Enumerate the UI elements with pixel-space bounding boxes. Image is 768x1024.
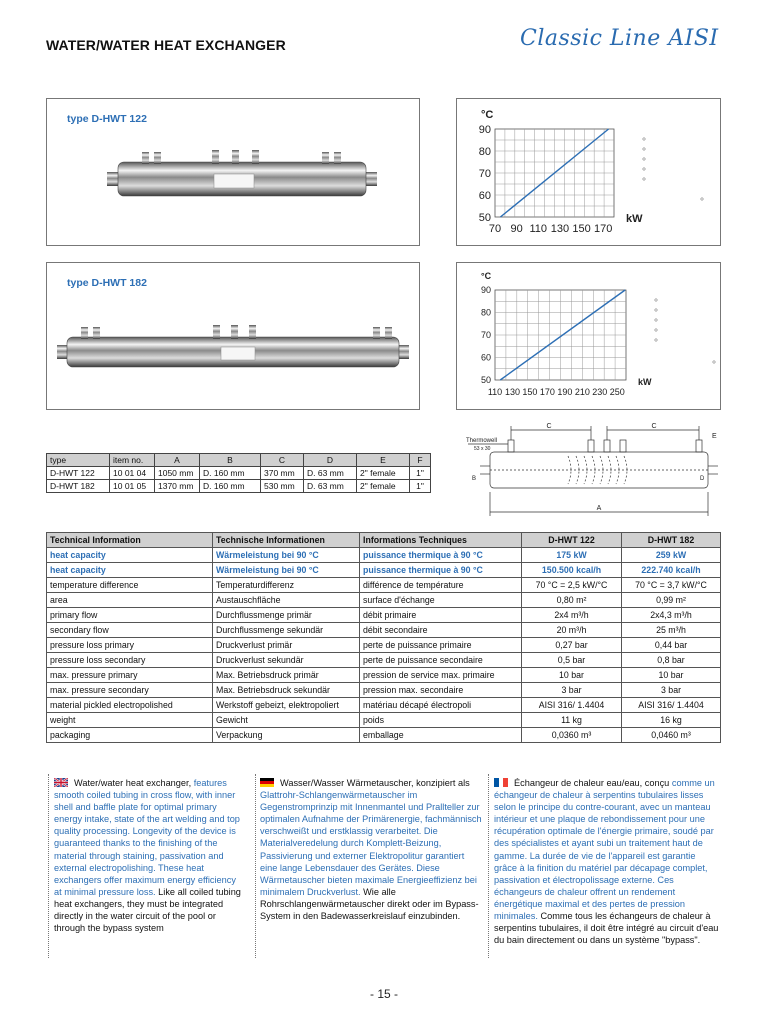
table-cell: AISI 316/ 1.4404 [622, 698, 721, 713]
column-header: type [47, 454, 110, 467]
table-row [47, 653, 721, 668]
table-cell: Durchflussmenge sekundär [213, 623, 360, 638]
table-cell: 10 bar [522, 668, 622, 683]
y-tick-label: 90 [478, 123, 491, 136]
column-header: F [410, 454, 431, 467]
column-header: E [357, 454, 410, 467]
table-cell: 10 bar [622, 668, 721, 683]
y-tick-label: 50 [478, 211, 491, 224]
table-cell: primary flow [47, 608, 213, 623]
table-cell: 0,99 m² [622, 593, 721, 608]
legend-dot [655, 309, 657, 311]
table-cell: Gewicht [213, 713, 360, 728]
product-box-182 [46, 262, 420, 410]
dimensions-table [46, 453, 431, 493]
table-cell: D. 160 mm [200, 467, 261, 480]
column-header: D-HWT 182 [622, 533, 721, 548]
table-cell: puissance thermique à 90 °C [360, 548, 522, 563]
table-cell: max. pressure secondary [47, 683, 213, 698]
table-row [47, 668, 721, 683]
table-cell: 0,0460 m³ [622, 728, 721, 743]
table-cell: 2" female [357, 480, 410, 493]
table-cell: 0,80 m² [522, 593, 622, 608]
table-row [47, 548, 721, 563]
performance-chart [457, 263, 720, 409]
table-cell: 3 bar [522, 683, 622, 698]
description-english [54, 777, 246, 934]
table-cell: 25 m³/h [622, 623, 721, 638]
table-cell: 70 °C = 3,7 kW/°C [622, 578, 721, 593]
table-cell: Max. Betriebsdruck primär [213, 668, 360, 683]
table-cell: matériau décapé électropoli [360, 698, 522, 713]
x-tick-label: 210 [574, 387, 590, 397]
table-cell: Durchflussmenge primär [213, 608, 360, 623]
table-row [47, 683, 721, 698]
table-cell: Werkstoff gebeizt, elektropoliert [213, 698, 360, 713]
table-row [47, 578, 721, 593]
y-tick-label: 60 [478, 189, 491, 202]
description-text: Comme tous les échangeurs de chaleur à serpentins tubulaires, il doit être intégré au circuit d'eau du bain directement ou dans un système "bypass". [494, 911, 719, 946]
legend-dot [655, 319, 657, 321]
table-row [47, 728, 721, 743]
table-cell: pression de service max. primaire [360, 668, 522, 683]
column-header: D-HWT 122 [522, 533, 622, 548]
dimension-label-b: B [472, 476, 477, 482]
table-cell: surface d'échange [360, 593, 522, 608]
x-tick-label: 70 [488, 223, 502, 235]
table-cell: 11 kg [522, 713, 622, 728]
table-row [47, 563, 721, 578]
y-tick-label: 60 [480, 352, 491, 363]
table-cell: Max. Betriebsdruck sekundär [213, 683, 360, 698]
table-cell: 175 kW [522, 548, 622, 563]
page-title: WATER/WATER HEAT EXCHANGER [46, 37, 286, 53]
column-header: C [261, 454, 304, 467]
dimension-label-d: D [700, 476, 705, 482]
y-tick-label: 80 [478, 145, 491, 158]
table-cell: 1050 mm [155, 467, 200, 480]
table-cell: area [47, 593, 213, 608]
product-label: type D-HWT 122 [67, 113, 147, 125]
column-header: Technical Information [47, 533, 213, 548]
table-cell: débit primaire [360, 608, 522, 623]
table-cell: 3 bar [622, 683, 721, 698]
table-cell: Verpackung [213, 728, 360, 743]
x-tick-label: 110 [529, 223, 548, 235]
table-cell: 16 kg [622, 713, 721, 728]
column-divider [488, 774, 489, 958]
y-tick-label: 70 [478, 167, 491, 180]
page-number: - 15 - [369, 987, 398, 1001]
uk-flag-icon [54, 778, 68, 787]
description-text: comme un échangeur de chaleur à serpentins tubulaires lisses selon le principe du contre-courant, avec un manteau intérieur et une plaque de rebondissement pour une récupération optimale de l'énergie primaire, soudé par des spécialistes et ayant subi un traitement haut de gamme. La durée de vie de l'appareil est garantie grâce à la finition du matériel par décapage complet, passivation et électropolissage externe. Ces échangeurs de chaleur offrent un rendement énergétique maximal et des pertes de pression minimales. [494, 778, 715, 922]
y-unit-label: °C [481, 109, 494, 121]
y-tick-label: 50 [480, 375, 491, 386]
dimension-label-c: C [546, 423, 552, 430]
table-cell: 2x4 m³/h [522, 608, 622, 623]
x-tick-label: 130 [550, 223, 570, 235]
table-cell: débit secondaire [360, 623, 522, 638]
chart-box-122 [456, 98, 721, 246]
x-tick-label: 190 [557, 387, 573, 397]
x-unit-label: kW [626, 213, 643, 225]
table-cell: Wärmeleistung bei 90 °C [213, 548, 360, 563]
table-row [47, 698, 721, 713]
description-german [260, 777, 482, 922]
column-header: A [155, 454, 200, 467]
table-cell: 370 mm [261, 467, 304, 480]
table-cell: Austauschfläche [213, 593, 360, 608]
table-cell: 2x4,3 m³/h [622, 608, 721, 623]
table-cell: 150.500 kcal/h [522, 563, 622, 578]
x-tick-label: 170 [594, 223, 613, 235]
table-cell: 259 kW [622, 548, 721, 563]
table-cell: pressure loss primary [47, 638, 213, 653]
table-cell: D-HWT 122 [47, 467, 110, 480]
table-cell: 1370 mm [155, 480, 200, 493]
description-text: Échangeur de chaleur eau/eau, conçu [514, 778, 670, 788]
legend-dot [643, 158, 645, 160]
table-row [47, 480, 431, 493]
x-tick-label: 150 [572, 223, 591, 235]
table-cell: D. 63 mm [304, 480, 357, 493]
table-cell: Druckverlust primär [213, 638, 360, 653]
table-cell: heat capacity [47, 548, 213, 563]
y-tick-label: 90 [480, 285, 491, 296]
legend-dot [643, 178, 645, 180]
table-cell: AISI 316/ 1.4404 [522, 698, 622, 713]
table-cell: Druckverlust sekundär [213, 653, 360, 668]
table-row [47, 608, 721, 623]
chart-box-182 [456, 262, 721, 410]
legend-dot [643, 148, 645, 150]
column-divider [48, 774, 49, 958]
table-cell: poids [360, 713, 522, 728]
heat-exchanger-image [55, 321, 411, 377]
x-tick-label: 170 [539, 387, 555, 397]
table-cell: puissance thermique à 90 °C [360, 563, 522, 578]
x-tick-label: 150 [522, 387, 538, 397]
x-tick-label: 230 [592, 387, 608, 397]
brand-logo: Classic Line AISI [520, 26, 719, 51]
legend-dot [643, 138, 645, 140]
y-unit-label: °C [481, 271, 492, 281]
table-cell: temperature difference [47, 578, 213, 593]
table-cell: 2" female [357, 467, 410, 480]
product-box-122 [46, 98, 420, 246]
table-cell: 10 01 05 [110, 480, 155, 493]
table-cell: 0,5 bar [522, 653, 622, 668]
x-tick-label: 250 [609, 387, 625, 397]
y-tick-label: 70 [480, 330, 491, 341]
table-cell: emballage [360, 728, 522, 743]
table-cell: 1" [410, 480, 431, 493]
table-cell: heat capacity [47, 563, 213, 578]
table-cell: 0,44 bar [622, 638, 721, 653]
table-cell: secondary flow [47, 623, 213, 638]
table-cell: pression max. secondaire [360, 683, 522, 698]
dimension-label-a: A [596, 505, 602, 512]
table-cell: max. pressure primary [47, 668, 213, 683]
description-text: Wie alle Rohrschlangenwärmetauscher direkt oder im Bypass-System in den Badewasserkreislauf einzubinden. [260, 886, 479, 922]
table-cell: packaging [47, 728, 213, 743]
table-cell: 20 m³/h [522, 623, 622, 638]
legend-dot [701, 198, 703, 200]
legend-dot [643, 168, 645, 170]
table-header-row [47, 533, 721, 548]
table-cell: différence de température [360, 578, 522, 593]
table-row [47, 593, 721, 608]
table-cell: Temperaturdifferenz [213, 578, 360, 593]
thermowell-label: Thermowell [466, 438, 498, 444]
table-cell: pressure loss secondary [47, 653, 213, 668]
table-cell: 222.740 kcal/h [622, 563, 721, 578]
description-text: Glattrohr-Schlangenwärmetauscher im Gegenstromprinzip mit Innenmantel und Prallteller zur optimalen Aufnahme der Primärenergie, fachmännisch verschweißt und erstklassig verarbeitet. Die Materialveredelung durch Komplett-Beizung, Passivierung und externer Elektropolitur garantiert eine lange Lebensdauer des Gerätes. Diese Wärmetauscher bieten maximale Energieeffizienz bei minimalem Druckverlust. [260, 790, 482, 897]
technical-spec-table [46, 532, 721, 743]
table-cell: perte de puissance secondaire [360, 653, 522, 668]
column-header: Technische Informationen [213, 533, 360, 548]
german-flag-icon [260, 778, 274, 787]
description-text: Water/water heat exchanger, [74, 778, 192, 788]
y-tick-label: 80 [480, 307, 491, 318]
legend-dot [713, 361, 715, 363]
legend-dot [655, 329, 657, 331]
table-cell: material pickled electropolished [47, 698, 213, 713]
performance-chart [457, 99, 720, 245]
dimension-label-e: E [712, 433, 717, 440]
dimension-label-c: C [651, 423, 657, 430]
table-cell: D-HWT 182 [47, 480, 110, 493]
legend-dot [655, 299, 657, 301]
thermowell-size: 53 x 30 [474, 446, 491, 452]
x-tick-label: 90 [510, 223, 523, 235]
x-tick-label: 110 [487, 387, 503, 397]
table-cell: weight [47, 713, 213, 728]
technical-drawing [464, 418, 728, 522]
table-cell: 0,8 bar [622, 653, 721, 668]
table-cell: D. 63 mm [304, 467, 357, 480]
table-cell: 1" [410, 467, 431, 480]
table-row [47, 623, 721, 638]
table-header-row [47, 454, 431, 467]
x-tick-label: 130 [504, 387, 520, 397]
column-divider [255, 774, 256, 958]
table-cell: 0,0360 m³ [522, 728, 622, 743]
table-row [47, 467, 431, 480]
column-header: B [200, 454, 261, 467]
description-text: features smooth coiled tubing in cross flow, with inner shell and baffle plate for optimal primary energy intake, state of the art welding and top quality processing. Longevity of the device is guaranteed thanks to the finishing of the material through staining, passivation and external electropolishing. These heat exchangers offer maximum energy efficiency at minimal pressure loss. [54, 778, 240, 897]
column-header: Informations Techniques [360, 533, 522, 548]
product-label: type D-HWT 182 [67, 277, 147, 289]
description-text: Like all coiled tubing heat exchangers, they must be integrated directly in the water circuit of the pool or through the bypass system [54, 886, 241, 934]
french-flag-icon [494, 778, 508, 787]
legend-dot [655, 339, 657, 341]
table-cell: 530 mm [261, 480, 304, 493]
table-cell: Wärmeleistung bei 90 °C [213, 563, 360, 578]
table-cell: 70 °C = 2,5 kW/°C [522, 578, 622, 593]
column-header: D [304, 454, 357, 467]
description-french [494, 777, 720, 946]
heat-exchanger-image [102, 144, 382, 214]
table-cell: 0,27 bar [522, 638, 622, 653]
table-row [47, 638, 721, 653]
table-cell: D. 160 mm [200, 480, 261, 493]
description-text: Wasser/Wasser Wärmetauscher, konzipiert als [280, 778, 470, 788]
table-cell: 10 01 04 [110, 467, 155, 480]
column-header: item no. [110, 454, 155, 467]
x-unit-label: kW [638, 377, 652, 387]
table-cell: perte de puissance primaire [360, 638, 522, 653]
table-row [47, 713, 721, 728]
